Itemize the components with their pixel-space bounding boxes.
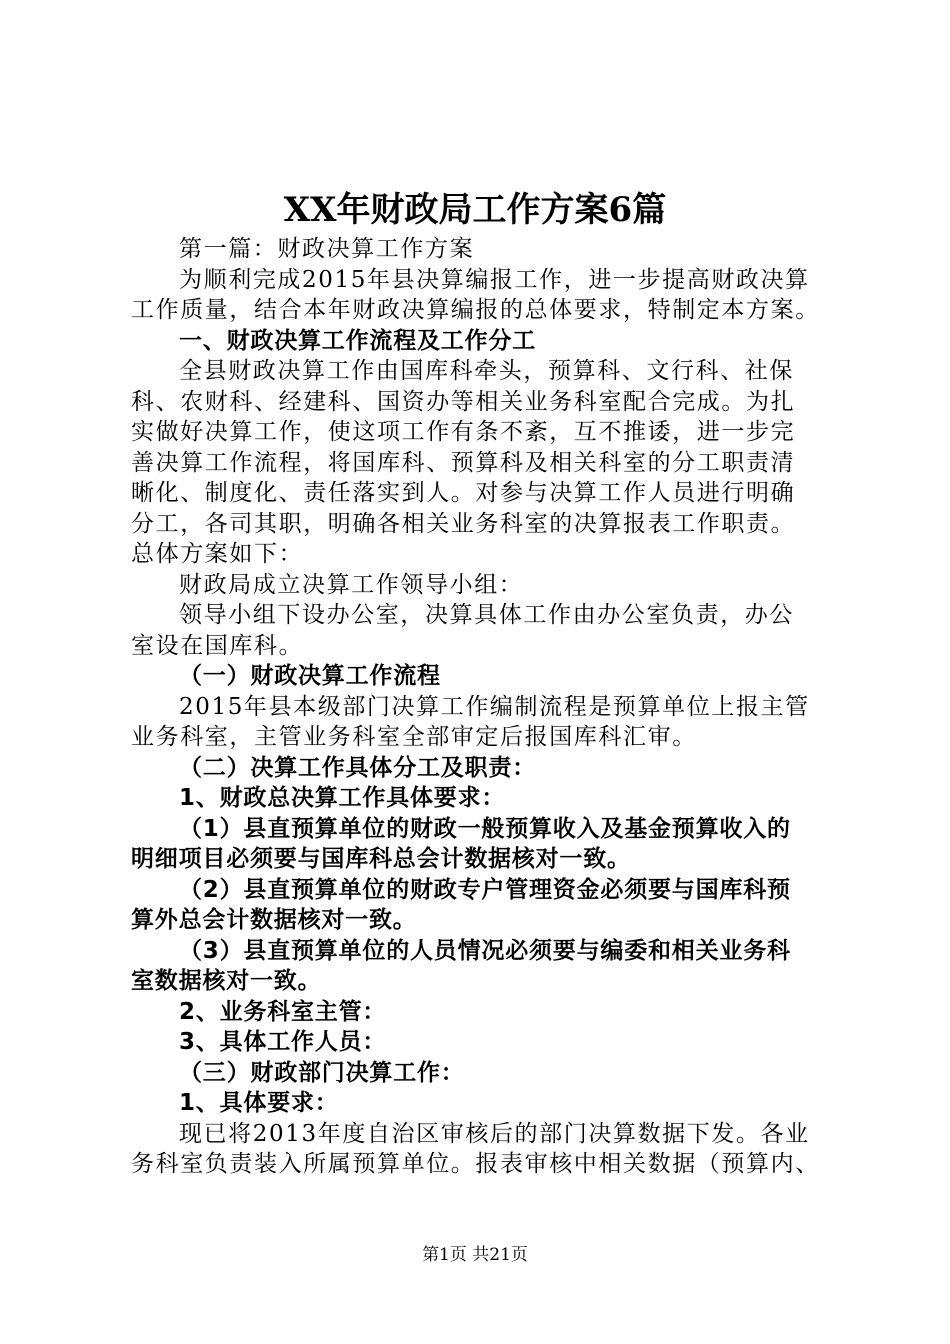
body-line: 2015年县本级部门决算工作编制流程是预算单位上报主管 [179, 693, 810, 720]
body-line: 现已将2013年度自治区审核后的部门决算数据下发。各业 [179, 1120, 810, 1147]
body-line: 一、财政决算工作流程及工作分工 [179, 327, 536, 354]
body-line: 善决算工作流程，将国库科、预算科及相关科室的分工职责清 [131, 449, 796, 476]
body-line: 全县财政决算工作由国库科牵头，预算科、文行科、社保 [179, 358, 794, 384]
document-body [131, 234, 831, 1180]
body-line: 2、业务科室主管： [179, 998, 387, 1025]
body-line: （3）县直预算单位的人员情况必须要与编委和相关业务科 [179, 937, 791, 964]
document-title: XX年财政局工作方案6篇 [283, 190, 667, 230]
body-line: 实做好决算工作，使这项工作有条不紊，互不推诿，进一步完 [131, 419, 796, 445]
body-line: （二）决算工作具体分工及职责： [179, 754, 536, 781]
body-line: 务科室负责装入所属预算单位。报表审核中相关数据（预算内、 [131, 1151, 820, 1177]
body-line: 室数据核对一致。 [131, 968, 322, 994]
body-line: 明细项目必须要与国库科总会计数据核对一致。 [131, 846, 631, 872]
body-line: 1、具体要求： [179, 1090, 339, 1116]
body-line: 为顺利完成2015年县决算编报工作，进一步提高财政决算 [179, 266, 810, 293]
body-line: 分工，各司其职，明确各相关业务科室的决算报表工作职责。 [131, 510, 796, 537]
body-line: 工作质量，结合本年财政决算编报的总体要求，特制定本方案。 [131, 297, 820, 323]
body-line: 算外总会计数据核对一致。 [131, 907, 417, 933]
body-line: 科、农财科、经建科、国资办等相关业务科室配合完成。为扎 [131, 388, 796, 415]
body-line: 第一篇：财政决算工作方案 [179, 236, 475, 262]
body-line: 室设在国库科。 [131, 632, 304, 659]
body-line: 业务科室，主管业务科室全部审定后报国库科汇审。 [131, 724, 697, 750]
body-line: 1、财政总决算工作具体要求： [179, 785, 506, 811]
body-line: 领导小组下设办公室，决算具体工作由办公室负责，办公 [179, 602, 794, 628]
body-line: 3、具体工作人员： [179, 1029, 387, 1055]
body-line: 财政局成立决算工作领导小组： [179, 571, 524, 598]
body-line: 总体方案如下： [131, 541, 304, 567]
body-line: （一）财政决算工作流程 [179, 663, 441, 689]
body-line: （2）县直预算单位的财政专户管理资金必须要与国库科预 [179, 876, 791, 903]
body-line: 晰化、制度化、责任落实到人。对参与决算工作人员进行明确 [131, 480, 796, 506]
body-line: （1）县直预算单位的财政一般预算收入及基金预算收入的 [179, 815, 791, 842]
body-line: （三）财政部门决算工作： [179, 1059, 465, 1086]
page-footer: 第1页 共21页 [422, 1245, 528, 1265]
